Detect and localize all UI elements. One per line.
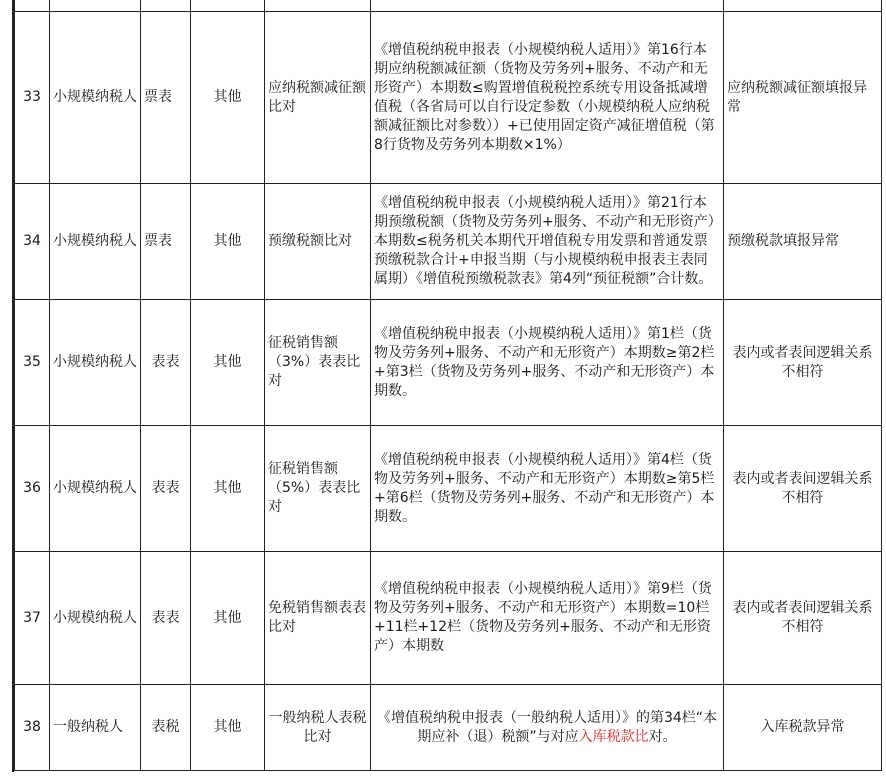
taxpayer-type: 小规模纳税人 <box>50 300 141 426</box>
exception-result: 表内或者表间逻辑关系不相符 <box>724 426 882 552</box>
exception-result: 表内或者表间逻辑关系不相符 <box>724 300 882 426</box>
partial-cell <box>724 0 882 12</box>
taxpayer-type: 小规模纳税人 <box>50 12 141 184</box>
comparison-rule <box>371 685 724 771</box>
table-row <box>15 12 882 184</box>
partial-cell <box>191 0 265 12</box>
comparison-rule: 《增值税纳税申报表（小规模纳税人适用）》第21行本期预缴税额（货物及劳务列+服务、不动产和无形资产）本期数≤税务机关本期代开增值税专用发票和普通发票预缴税款合计+申报当期（与小规模纳税申报表主表同属期）《增值税预缴税款表》第4列“预征税额”合计数。 <box>371 184 724 300</box>
check-type: 票表 <box>141 12 191 184</box>
indicator-name: 征税销售额（3%）表表比对 <box>265 300 371 426</box>
partial-cell <box>50 0 141 12</box>
exception-result: 应纳税额减征额填报异常 <box>724 12 882 184</box>
indicator-name: 预缴税额比对 <box>265 184 371 300</box>
row-number: 33 <box>15 12 50 184</box>
exception-result: 表内或者表间逻辑关系不相符 <box>724 552 882 685</box>
table-row <box>15 552 882 685</box>
rule-text-end: 对。 <box>648 728 677 745</box>
comparison-rule: 《增值税纳税申报表（小规模纳税人适用）》第4栏（货物及劳务列+服务、不动产和无形资产）本期数≥第5栏+第6栏（货物及劳务列+服务、不动产和无形资产）本期数。 <box>371 426 724 552</box>
table-row <box>15 426 882 552</box>
row-number: 35 <box>15 300 50 426</box>
check-type: 表表 <box>141 552 191 685</box>
indicator-name: 免税销售额表表比对 <box>265 552 371 685</box>
taxpayer-type: 小规模纳税人 <box>50 552 141 685</box>
row-number: 38 <box>15 685 50 771</box>
partial-cell <box>265 0 371 12</box>
table-row <box>15 184 882 300</box>
check-type: 表税 <box>141 685 191 771</box>
category: 其他 <box>191 184 265 300</box>
row-number: 34 <box>15 184 50 300</box>
category: 其他 <box>191 12 265 184</box>
taxpayer-type: 一般纳税人 <box>50 685 141 771</box>
rule-highlight-text: 入库税款比 <box>578 728 649 745</box>
table-row-partial <box>15 0 882 12</box>
taxpayer-type: 小规模纳税人 <box>50 184 141 300</box>
comparison-rule: 《增值税纳税申报表（小规模纳税人适用）》第16行本期应纳税额减征额（货物及劳务列+服务、不动产和无形资产）本期数≤购置增值税税控系统专用设备抵减增值税（各省局可以自行设定参数（小规模纳税人应纳税额减征额比对参数））+已使用固定资产减征增值税（第8行货物及劳务列本期数×1%） <box>371 12 724 184</box>
partial-cell <box>15 0 50 12</box>
taxpayer-type: 小规模纳税人 <box>50 426 141 552</box>
check-type: 表表 <box>141 426 191 552</box>
comparison-rule: 《增值税纳税申报表（小规模纳税人适用）》第1栏（货物及劳务列+服务、不动产和无形资产）本期数≥第2栏+第3栏（货物及劳务列+服务、不动产和无形资产）本期数。 <box>371 300 724 426</box>
partial-cell <box>141 0 191 12</box>
rules-table <box>14 0 882 771</box>
rule-text: 《增值税纳税申报表（一般纳税人适用）》的第34栏“本期应补（退）税额”与对应 <box>376 709 718 745</box>
left-frame-edge <box>0 0 14 772</box>
table-row <box>15 685 882 771</box>
indicator-name: 一般纳税人表税比对 <box>265 685 371 771</box>
row-number: 36 <box>15 426 50 552</box>
indicator-name: 征税销售额（5%）表表比对 <box>265 426 371 552</box>
exception-result: 预缴税款填报异常 <box>724 184 882 300</box>
comparison-rule: 《增值税纳税申报表（小规模纳税人适用）》第9栏（货物及劳务列+服务、不动产和无形资产）本期数=10栏+11栏+12栏（货物及劳务列+服务、不动产和无形资产）本期数 <box>371 552 724 685</box>
category: 其他 <box>191 552 265 685</box>
exception-result: 入库税款异常 <box>724 685 882 771</box>
check-type: 表表 <box>141 300 191 426</box>
category: 其他 <box>191 300 265 426</box>
table-row <box>15 300 882 426</box>
check-type: 票表 <box>141 184 191 300</box>
partial-cell <box>371 0 724 12</box>
category: 其他 <box>191 426 265 552</box>
indicator-name: 应纳税额减征额比对 <box>265 12 371 184</box>
row-number: 37 <box>15 552 50 685</box>
rules-table-sheet <box>14 0 881 772</box>
category: 其他 <box>191 685 265 771</box>
